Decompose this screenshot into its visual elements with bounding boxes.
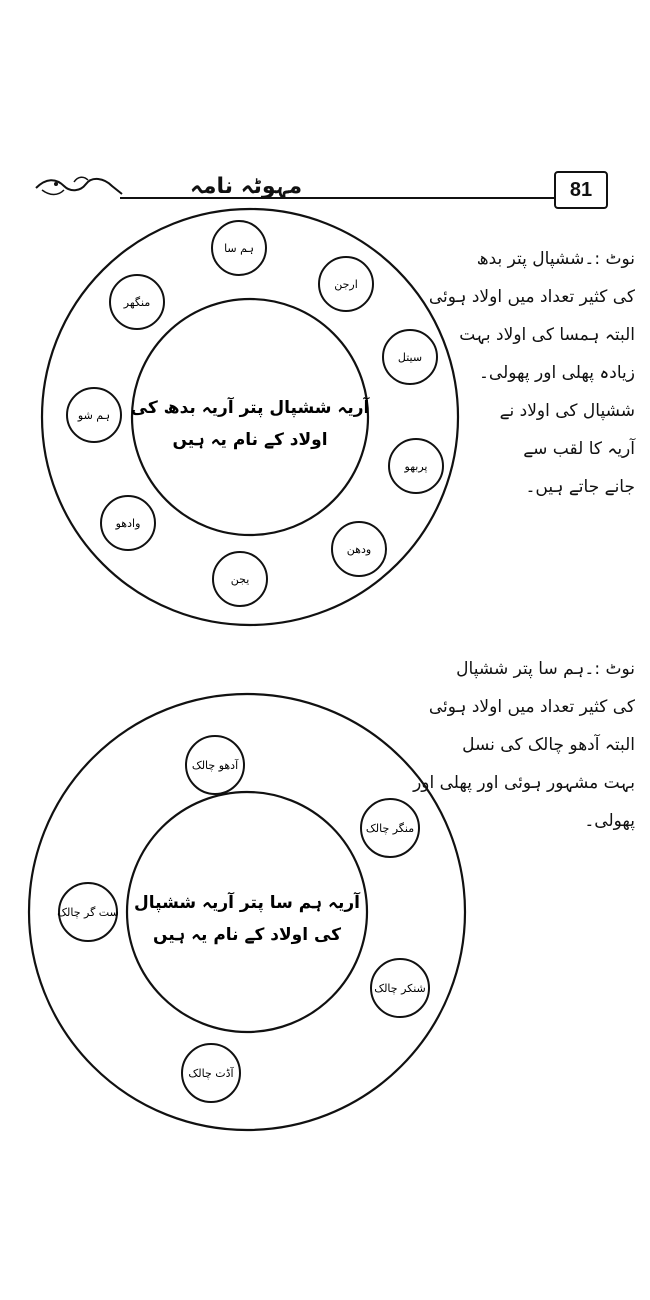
note-1-line: البتہ ہمسا کی اولاد بہت (459, 325, 635, 345)
name-node (371, 959, 429, 1017)
name-node (186, 736, 244, 794)
note-2-line: پھولی۔ (584, 811, 635, 831)
note-2-line: بہت مشہور ہوئی اور پھلی اور (413, 773, 635, 793)
header-ornament-icon (34, 172, 124, 206)
name-node-label: منگر چالک (365, 822, 415, 835)
name-node-label: ارجن (334, 278, 358, 291)
name-node-label: آڈت چالک (188, 1067, 234, 1080)
name-node (332, 522, 386, 576)
name-node-label: منگھر (123, 296, 151, 309)
note-1-line: نوٹ :۔ششپال پتر بدھ (476, 249, 635, 269)
name-node (67, 388, 121, 442)
name-node (110, 275, 164, 329)
name-node-label: ودھن (346, 543, 372, 556)
name-node (212, 221, 266, 275)
book-title: مہوٹہ نامہ (190, 174, 303, 199)
name-node (57, 883, 119, 941)
note-1-line: آریہ کا لقب سے (523, 439, 635, 459)
note-1-line: جانے جاتے ہیں۔ (525, 477, 635, 497)
diagram-1-center-line: آریہ ششپال پتر آریہ بدھ کی (130, 398, 370, 418)
name-node (101, 496, 155, 550)
lineage-diagram-1 (30, 205, 470, 645)
diagram-2-center-line: کی اولاد کے نام یہ ہیں (152, 925, 342, 945)
name-node-label: یجن (230, 573, 250, 586)
note-2-line: نوٹ :۔ہم سا پتر ششپال (456, 659, 635, 679)
note-1-line: زیادہ پھلی اور پھولی۔ (478, 363, 635, 383)
name-node (361, 799, 419, 857)
diagram-1-center-line: اولاد کے نام یہ ہیں (172, 430, 328, 450)
note-2-line: کی کثیر تعداد میں اولاد ہوئی (428, 697, 635, 717)
header-rule (120, 197, 555, 199)
page-number: 81 (554, 171, 608, 209)
note-2-line: البتہ آدھو چالک کی نسل (462, 735, 635, 755)
name-node-label: شنکر چالک (374, 982, 426, 995)
name-node-label: ست گر چالک (57, 906, 119, 919)
lineage-diagram-2 (25, 690, 470, 1135)
name-node-label: ہم شو (77, 409, 111, 422)
name-node (182, 1044, 240, 1102)
note-1-line: ششپال کی اولاد نے (499, 401, 635, 421)
name-node (213, 552, 267, 606)
name-node-label: ہم سا (224, 242, 254, 255)
name-node-label: وادھو (115, 517, 141, 530)
name-node-label: سیتل (397, 351, 423, 364)
name-node-label: آدھو چالک (191, 759, 239, 772)
name-node-label: پربھو (404, 460, 428, 473)
note-1-line: کی کثیر تعداد میں اولاد ہوئی (428, 287, 635, 307)
diagram-2-center-line: آریہ ہم سا پتر آریہ ششپال (134, 893, 360, 913)
name-node (383, 330, 437, 384)
name-node (319, 257, 373, 311)
name-node (389, 439, 443, 493)
